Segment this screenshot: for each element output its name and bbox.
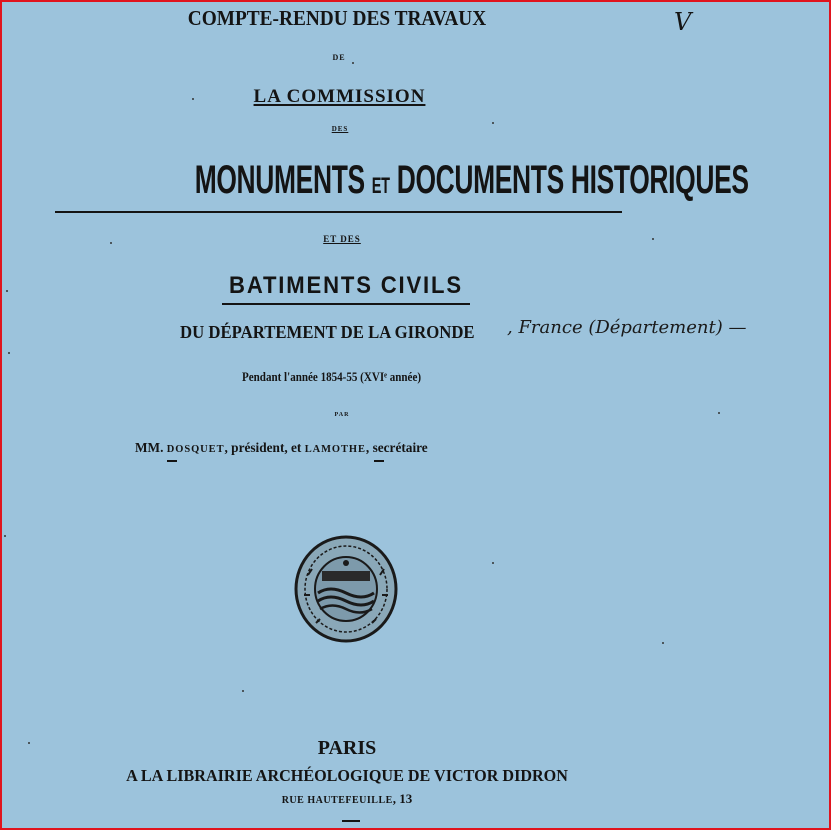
- conjunction-des: DES: [331, 125, 349, 133]
- year-line: Pendant l'année 1854-55 (XVIᵉ année): [242, 369, 422, 384]
- heading-compte-rendu: COMPTE-RENDU DES TRAVAUX: [187, 6, 487, 30]
- author-dosquet: DOSQUET: [166, 443, 225, 455]
- heading-batiments-civils: BATIMENTS CIVILS: [229, 272, 463, 299]
- paper-speck: [352, 62, 354, 64]
- paper-speck: [662, 642, 664, 644]
- imprint-publisher: A LA LIBRAIRIE ARCHÉOLOGIQUE DE VICTOR DIDRON: [126, 766, 568, 785]
- handwritten-annotation: , France (Département) —: [507, 317, 747, 338]
- paper-speck: [492, 562, 494, 564]
- authors-prefix: MM.: [135, 441, 164, 456]
- imprint-street-number: , 13: [392, 791, 413, 806]
- paper-speck: [718, 412, 720, 414]
- bottom-rule: [342, 820, 360, 822]
- paper-speck: [492, 122, 494, 124]
- conjunction-par: PAR: [334, 412, 350, 418]
- paper-speck: [110, 242, 112, 244]
- author-lamothe: LAMOTHE: [304, 443, 366, 455]
- paper-speck: [192, 98, 194, 100]
- departement-line: DU DÉPARTEMENT DE LA GIRONDE: [180, 322, 475, 342]
- authors-role-president: , président, et: [224, 441, 302, 456]
- pencil-mark: [167, 460, 177, 462]
- main-title-part2: DOCUMENTS HISTORIQUES: [396, 158, 749, 202]
- authors-role-secretaire: , secrétaire: [365, 441, 428, 456]
- conjunction-et-des: ET DES: [323, 234, 361, 244]
- paper-speck: [242, 690, 244, 692]
- paper-speck: [4, 535, 6, 537]
- main-title-text: [195, 160, 749, 200]
- pencil-mark: [374, 460, 384, 462]
- paper-speck: [652, 238, 654, 240]
- main-title-et: ET: [371, 173, 390, 198]
- handwritten-corner-mark: V: [674, 8, 692, 36]
- library-stamp-icon: [294, 535, 398, 643]
- main-title-part1: MONUMENTS: [194, 158, 365, 202]
- imprint-address: [267, 792, 427, 806]
- authors-line: [135, 442, 544, 456]
- imprint-street: RUE HAUTEFEUILLE: [281, 795, 393, 806]
- heading-commission: LA COMMISSION: [253, 86, 426, 107]
- paper-speck: [8, 352, 10, 354]
- imprint-city: PARIS: [317, 737, 377, 759]
- conjunction-de: DE: [332, 53, 346, 62]
- batiments-rule: [222, 303, 470, 305]
- paper-speck: [28, 742, 30, 744]
- paper-speck: [6, 290, 8, 292]
- main-title: [52, 158, 749, 216]
- main-title-rule: [55, 211, 622, 213]
